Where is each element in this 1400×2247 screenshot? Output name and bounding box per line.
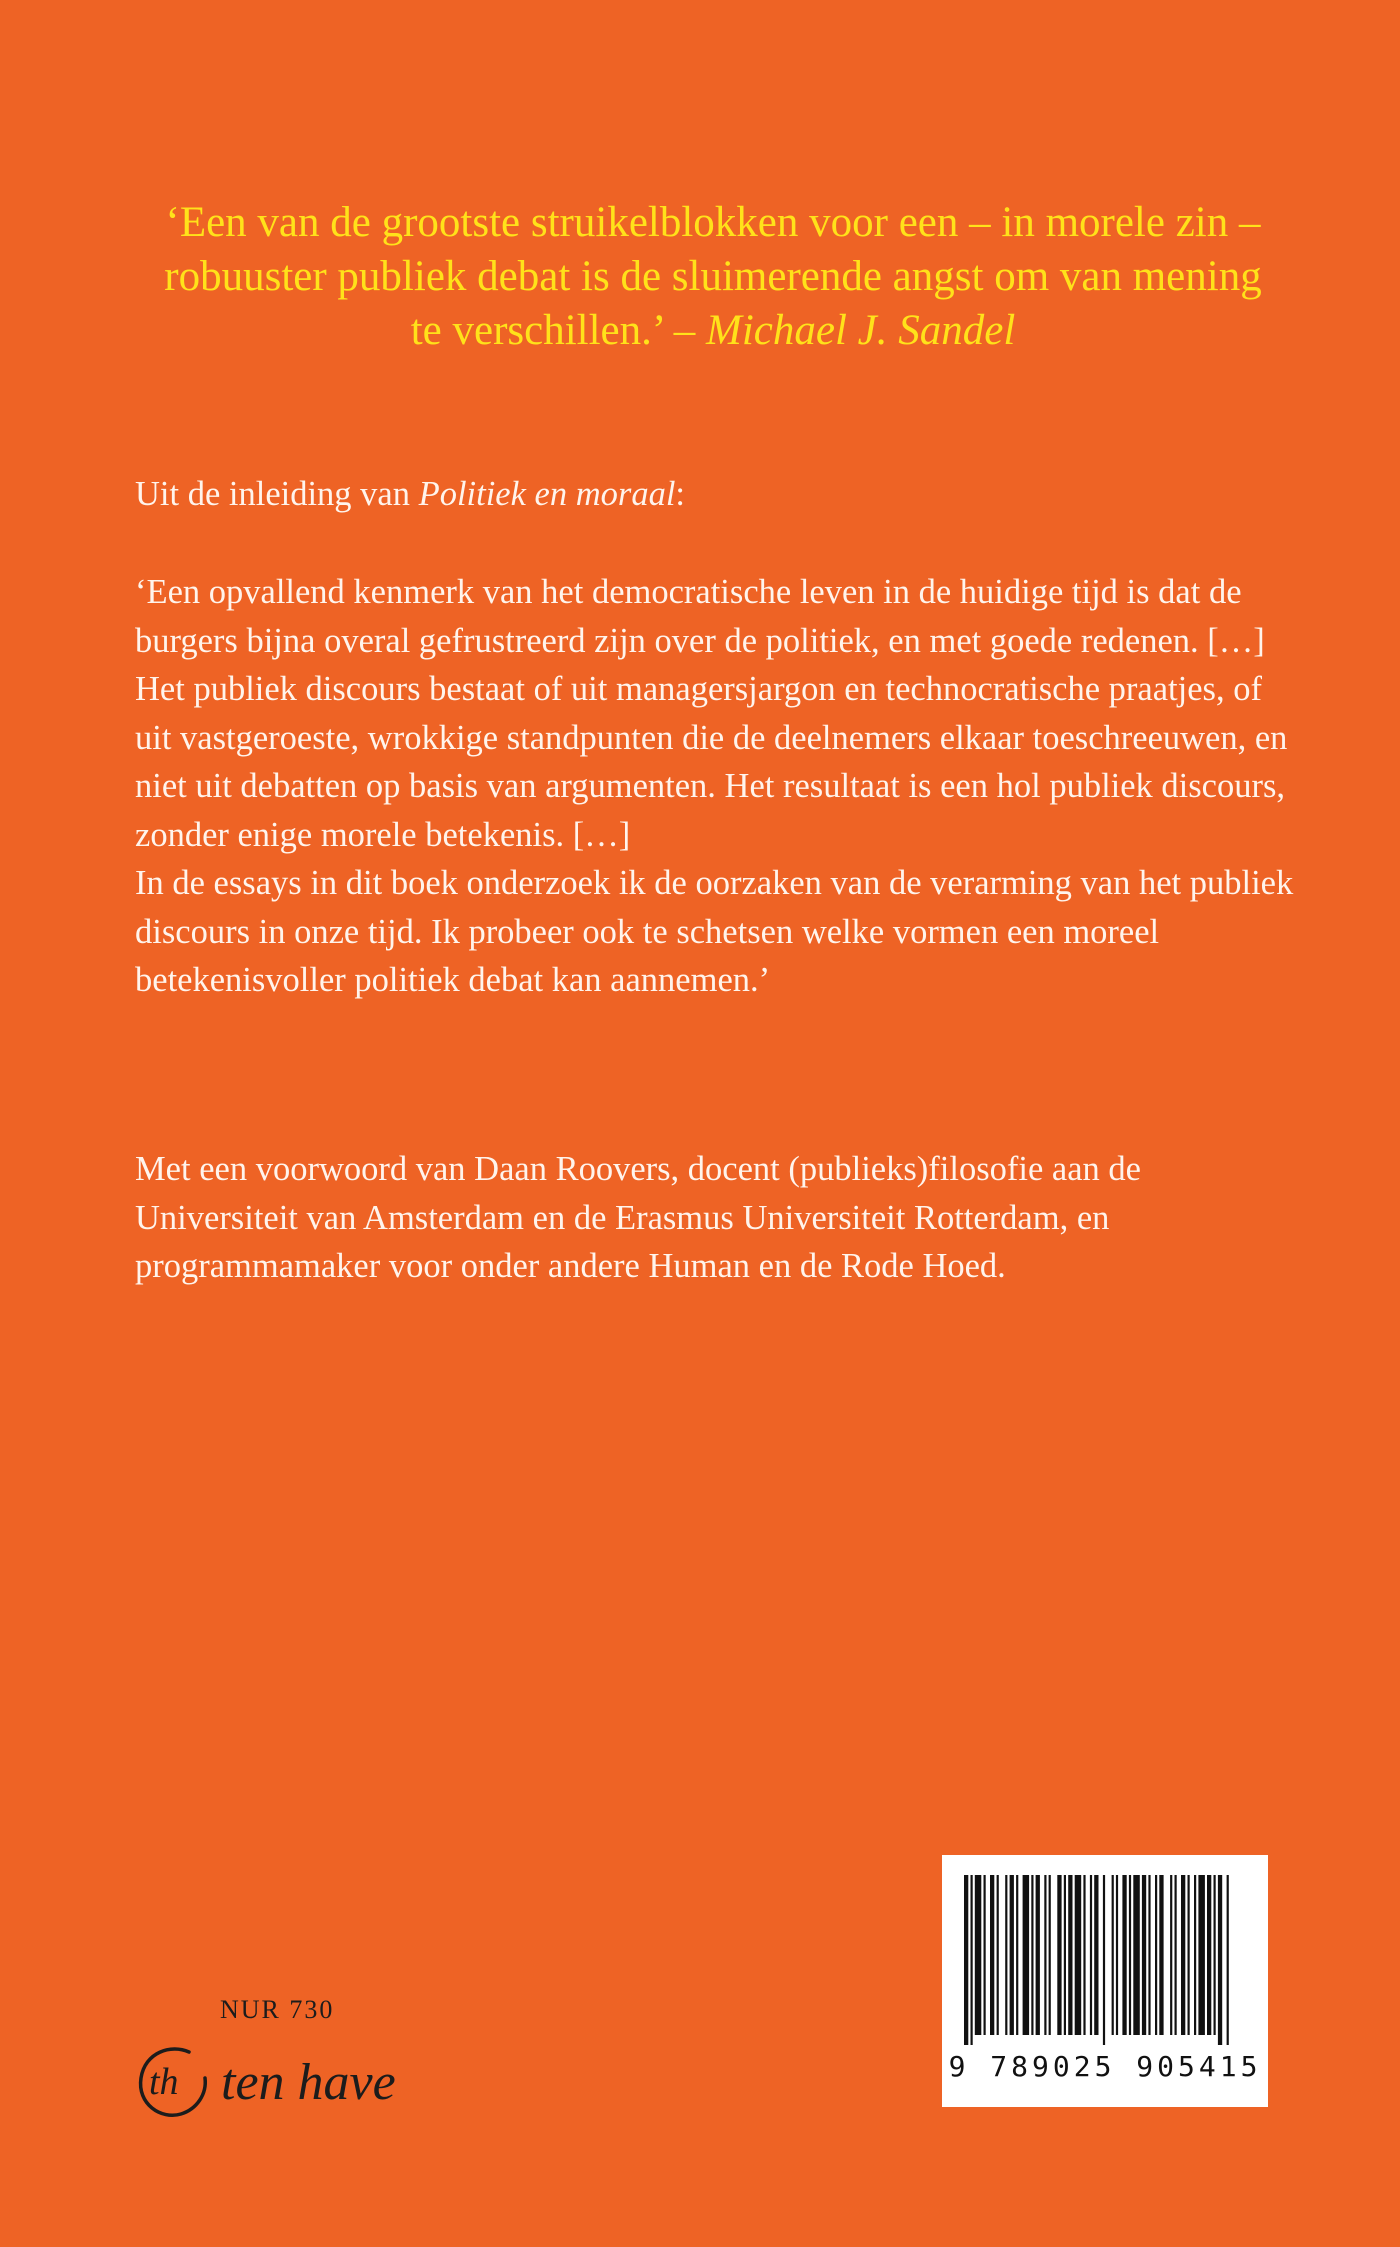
barcode-bar: [1155, 1875, 1157, 2035]
barcode-bar: [1036, 1875, 1040, 2035]
barcode-bar: [1023, 1875, 1030, 2035]
barcode-bar: [1175, 1875, 1177, 2035]
barcode-bar: [1083, 1875, 1085, 2035]
barcode-bar: [1194, 1875, 1196, 2035]
barcode-bar: [1068, 1875, 1072, 2035]
barcode-bar: [990, 1875, 994, 2035]
barcode-bar: [1207, 1875, 1211, 2035]
nur-code: NUR 730: [220, 1995, 335, 2024]
excerpt-paragraph: In de essays in dit boek onderzoek ik de oorzaken van de verarming van het publiek discours in onze tijd. Ik probeer ook te schetsen welke vormen een moreel betekenisvoller politiek debat kan aannemen.’: [135, 864, 1294, 999]
quote-text: ‘Een van de grootste struikelblokken voor een – in morele zin – robuuster publiek debat is de sluimerende angst om van mening te verschillen.’ –: [164, 199, 1262, 354]
barcode-bar: [1159, 1875, 1163, 2035]
barcode-bar: [1075, 1875, 1082, 2035]
barcode-bar: [1094, 1875, 1098, 2035]
barcode-bar: [1214, 1875, 1216, 2035]
barcode-bar: [1170, 1875, 1172, 2035]
intro-line: [135, 470, 1295, 519]
foreword-note: Met een voorwoord van Daan Roovers, docent (publieks)filosofie aan de Universiteit van Amsterdam en de Erasmus Universiteit Rotterdam, en programmamaker voor onder andere Human en de Rode Hoed.: [135, 1150, 1141, 1285]
barcode-bar: [984, 1875, 986, 2035]
barcode-bar: [971, 1875, 973, 2045]
barcode-bar: [1016, 1875, 1018, 2035]
barcode-bar: [964, 1875, 968, 2045]
barcode-bar: [1010, 1875, 1014, 2035]
barcode-bar: [1005, 1875, 1007, 2035]
isbn-number: 9 789025 905415: [948, 2050, 1262, 2083]
barcode-bar: [1112, 1875, 1114, 2035]
intro-prefix: Uit de inleiding van: [135, 475, 410, 513]
barcode-bar: [1049, 1875, 1051, 2035]
barcode-bar: [1133, 1875, 1140, 2035]
barcode-bar: [997, 1875, 999, 2035]
barcode-bars: [962, 1875, 1248, 2047]
logo-letters: th: [149, 2061, 179, 2103]
barcode-bar: [1227, 1875, 1229, 2045]
barcode-bar: [1129, 1875, 1131, 2035]
barcode-bar: [1218, 1875, 1222, 2045]
barcode-bar: [1057, 1875, 1061, 2035]
barcode-bar: [1181, 1875, 1185, 2035]
barcode-bar: [1116, 1875, 1118, 2035]
book-title: Politiek en moraal: [418, 475, 676, 513]
publisher-name: ten have: [221, 2053, 396, 2111]
barcode-bar: [1148, 1875, 1150, 2035]
barcode-bar: [975, 1875, 982, 2035]
excerpt-paragraph: Het publiek discours bestaat of uit managersjargon en technocratische praatjes, of uit vastgeroeste, wrokkige standpunten die de deelnemers elkaar toeschreeuwen, en niet uit debatten op basis van argumenten. Het resultaat is een hol publiek discours, zonder enige morele betekenis. […]: [135, 670, 1288, 854]
excerpt-paragraph: ‘Een opvallend kenmerk van het democratische leven in de huidige tijd is dat de burgers bijna overal gefrustreerd zijn over de politiek, en met goede redenen. […]: [135, 573, 1265, 660]
back-cover-quote: [158, 196, 1268, 358]
isbn-barcode: [942, 1855, 1268, 2107]
excerpt: [135, 568, 1295, 1005]
barcode-bar: [1103, 1875, 1105, 2045]
barcode-bar: [1090, 1875, 1092, 2035]
barcode-bar: [1142, 1875, 1146, 2035]
barcode-bar: [1198, 1875, 1205, 2035]
barcode-bar: [1031, 1875, 1033, 2035]
barcode-bar: [1122, 1875, 1126, 2035]
barcode-bar: [1064, 1875, 1066, 2035]
barcode-bar: [1044, 1875, 1046, 2035]
barcode-bar: [1188, 1875, 1190, 2035]
intro-suffix: :: [675, 475, 685, 513]
quote-author: Michael J. Sandel: [706, 307, 1016, 354]
publisher-logo: [135, 2042, 396, 2122]
th-circle-logo-icon: [135, 2042, 211, 2122]
